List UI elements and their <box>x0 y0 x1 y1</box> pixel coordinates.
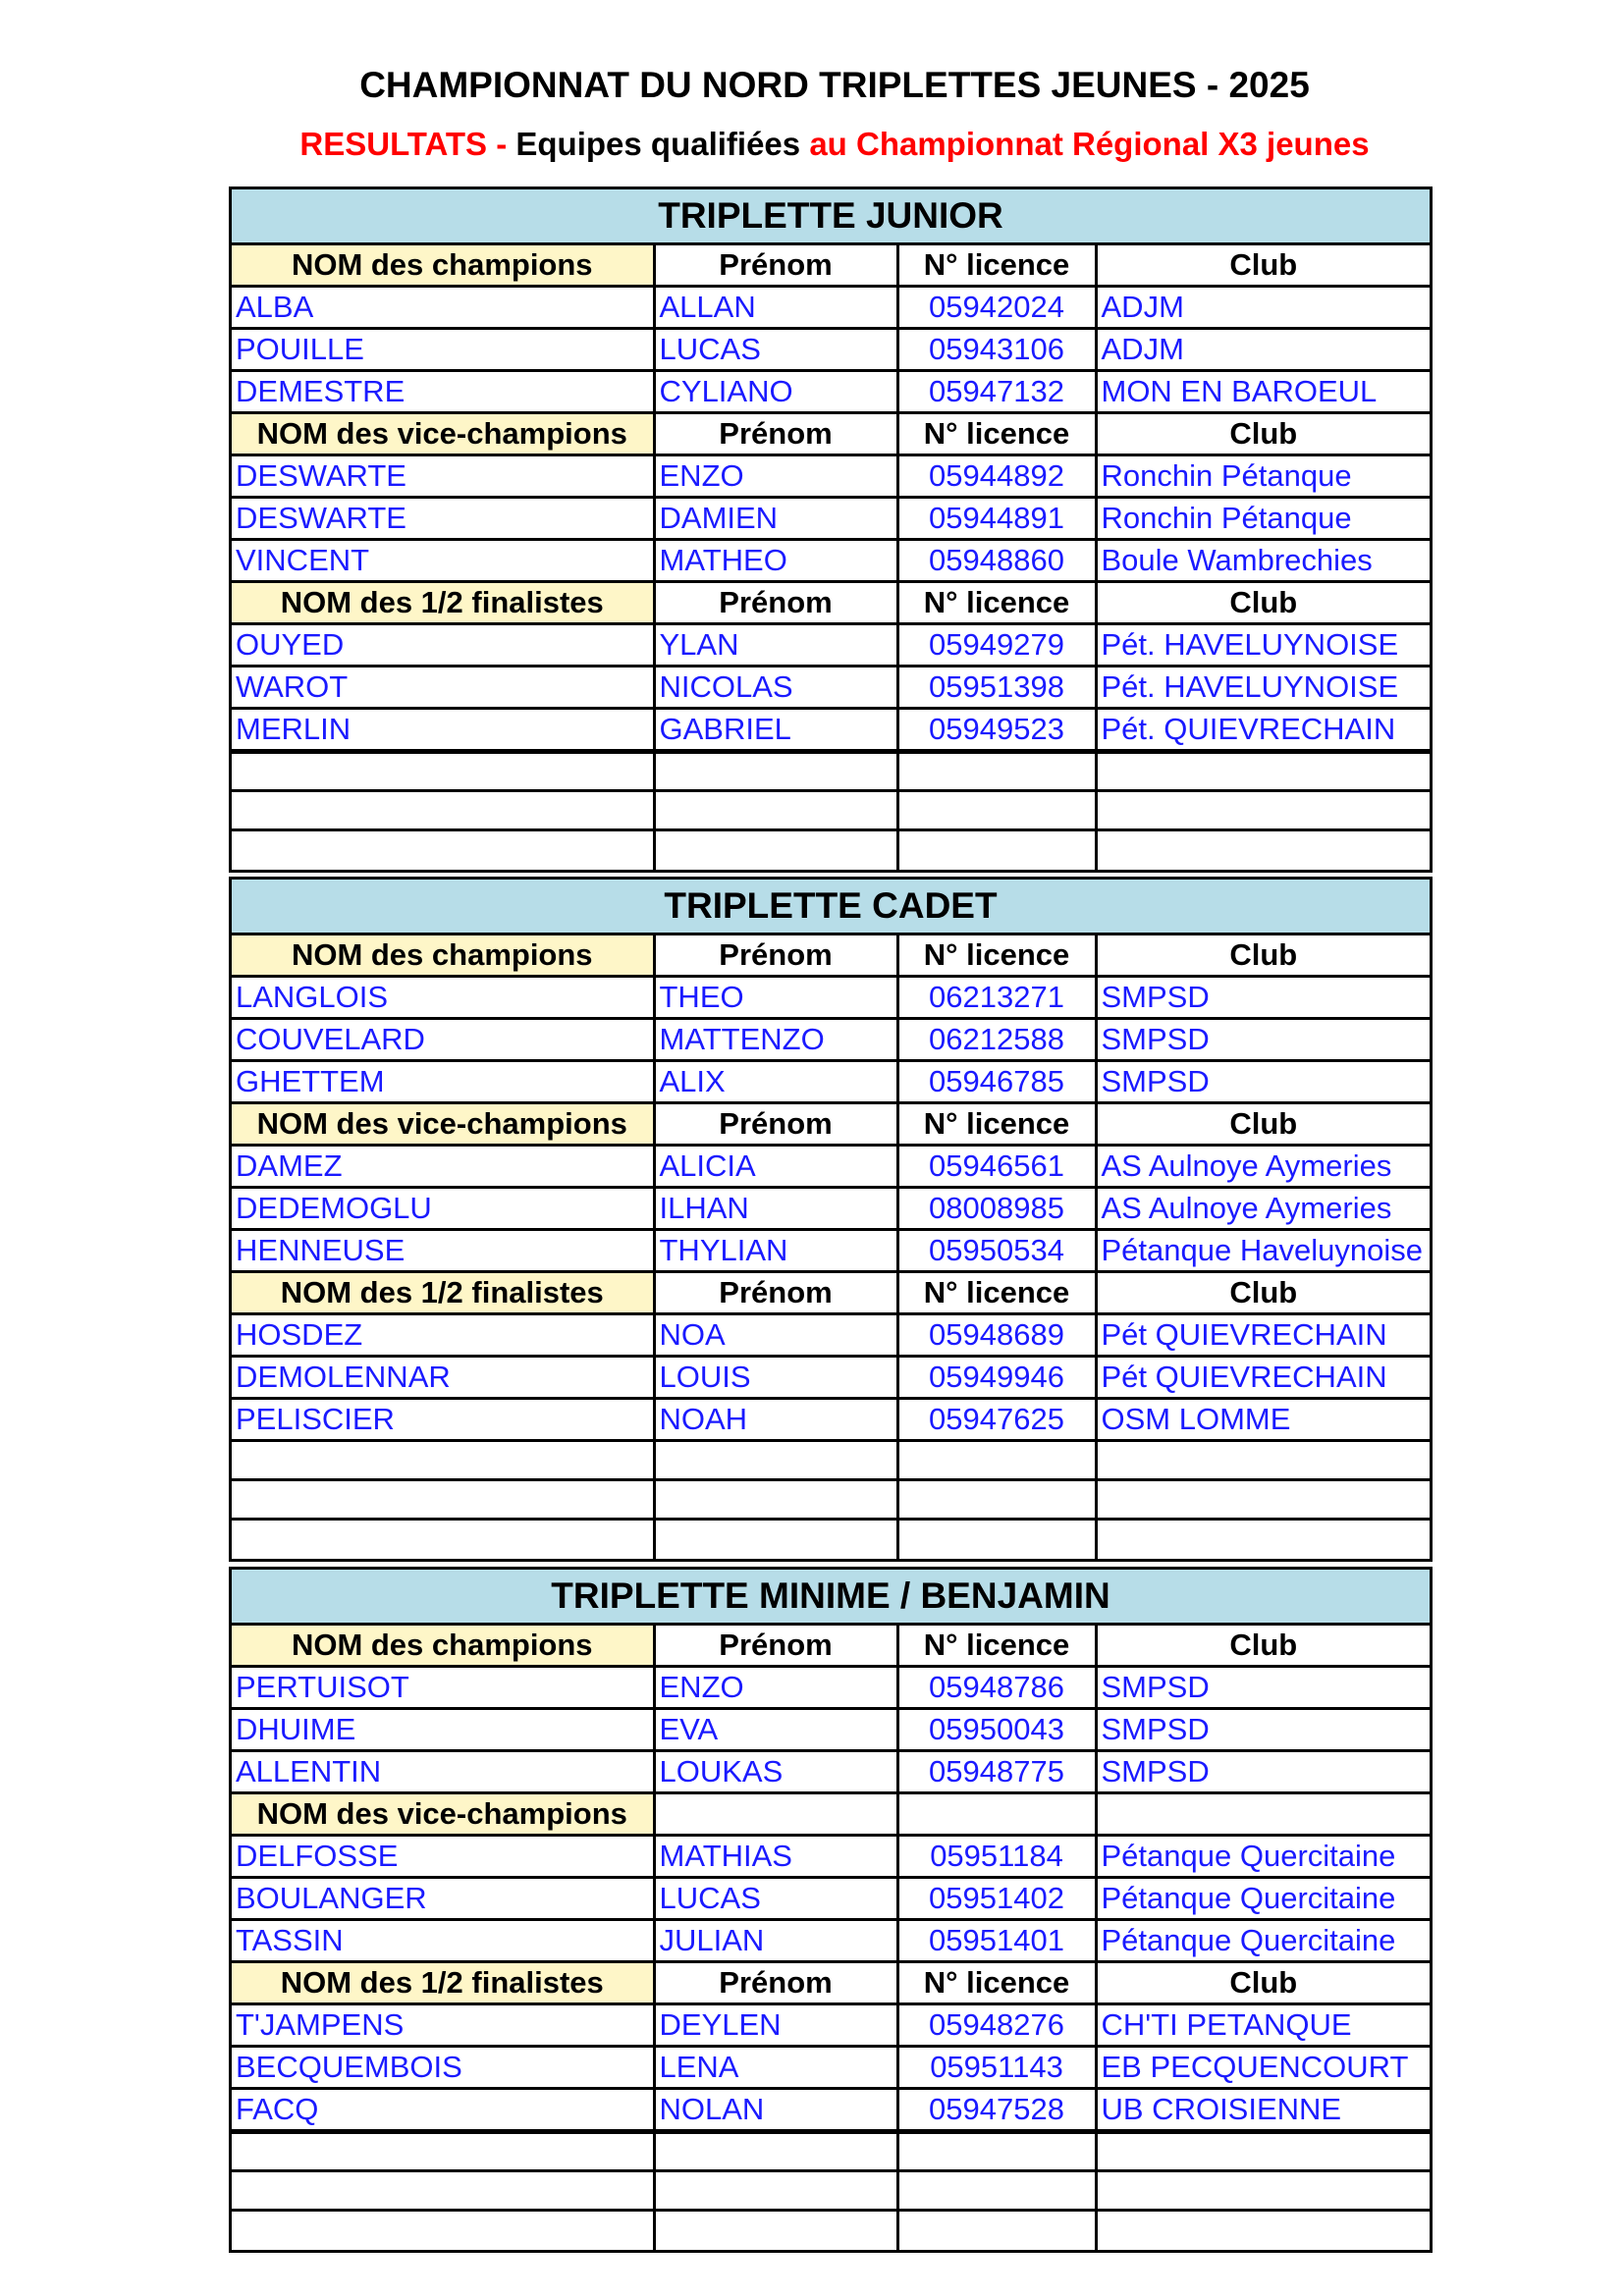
col-licence-empty <box>897 1793 1096 1836</box>
empty-cell <box>1096 830 1430 870</box>
cell-prenom: NOA <box>654 1314 897 1357</box>
cell-nom: GHETTEM <box>232 1061 654 1103</box>
header-row-vice <box>232 413 1430 455</box>
col-licence: N° licence <box>897 1962 1096 2004</box>
table-row <box>232 977 1430 1019</box>
empty-cell <box>1096 1520 1430 1559</box>
cell-club: SMPSD <box>1096 977 1430 1019</box>
table-row <box>232 1314 1430 1357</box>
label-semi-finalists: NOM des 1/2 finalistes <box>232 582 654 624</box>
col-prenom: Prénom <box>654 413 897 455</box>
subtitle-equipes: Equipes qualifiées <box>515 126 810 162</box>
empty-cell <box>897 2171 1096 2211</box>
header-row-vice <box>232 1793 1430 1836</box>
cell-club: AS Aulnoye Aymeries <box>1096 1188 1430 1230</box>
table-row <box>232 2004 1430 2047</box>
cell-prenom: MATHEO <box>654 540 897 582</box>
results-table <box>232 935 1430 1559</box>
header-row-semi <box>232 582 1430 624</box>
cell-nom: PELISCIER <box>232 1399 654 1441</box>
section-cadet <box>229 877 1433 1562</box>
cell-club: SMPSD <box>1096 1751 1430 1793</box>
cell-nom: BOULANGER <box>232 1878 654 1920</box>
results-table <box>232 1626 1430 2250</box>
cell-club: Pét. HAVELUYNOISE <box>1096 624 1430 667</box>
cell-nom: PERTUISOT <box>232 1667 654 1709</box>
cell-club: SMPSD <box>1096 1061 1430 1103</box>
cell-prenom: NOAH <box>654 1399 897 1441</box>
cell-nom: DESWARTE <box>232 455 654 498</box>
cell-prenom: ILHAN <box>654 1188 897 1230</box>
cell-prenom: GABRIEL <box>654 709 897 752</box>
empty-cell <box>232 1520 654 1559</box>
cell-club: EB PECQUENCOURT <box>1096 2047 1430 2089</box>
empty-cell <box>232 2132 654 2171</box>
table-row <box>232 287 1430 329</box>
cell-nom: ALLENTIN <box>232 1751 654 1793</box>
col-licence: N° licence <box>897 1272 1096 1314</box>
cell-prenom: THEO <box>654 977 897 1019</box>
col-prenom: Prénom <box>654 1626 897 1667</box>
section-title: TRIPLETTE CADET <box>232 880 1430 935</box>
empty-cell <box>232 2171 654 2211</box>
cell-nom: HENNEUSE <box>232 1230 654 1272</box>
empty-cell <box>232 1441 654 1480</box>
label-semi-finalists: NOM des 1/2 finalistes <box>232 1272 654 1314</box>
empty-cell <box>654 830 897 870</box>
empty-cell <box>1096 2211 1430 2250</box>
col-licence: N° licence <box>897 582 1096 624</box>
header-row-champions <box>232 245 1430 287</box>
label-semi-finalists: NOM des 1/2 finalistes <box>232 1962 654 2004</box>
cell-nom: T'JAMPENS <box>232 2004 654 2047</box>
empty-row <box>232 1520 1430 1559</box>
header-row-semi <box>232 1962 1430 2004</box>
empty-cell <box>654 1520 897 1559</box>
header-row-champions <box>232 935 1430 977</box>
cell-prenom: MATTENZO <box>654 1019 897 1061</box>
cell-nom: DHUIME <box>232 1709 654 1751</box>
cell-club: MON EN BAROEUL <box>1096 371 1430 413</box>
empty-cell <box>232 830 654 870</box>
cell-licence: 05948786 <box>897 1667 1096 1709</box>
col-club: Club <box>1096 1103 1430 1146</box>
cell-club: Pét. QUIEVRECHAIN <box>1096 709 1430 752</box>
empty-cell <box>654 2132 897 2171</box>
cell-prenom: LOUKAS <box>654 1751 897 1793</box>
empty-row <box>232 1480 1430 1520</box>
empty-cell <box>232 2211 654 2250</box>
empty-cell <box>654 2211 897 2250</box>
cell-nom: ALBA <box>232 287 654 329</box>
cell-licence: 08008985 <box>897 1188 1096 1230</box>
cell-nom: DESWARTE <box>232 498 654 540</box>
table-row <box>232 709 1430 752</box>
cell-licence: 05944891 <box>897 498 1096 540</box>
cell-licence: 05943106 <box>897 329 1096 371</box>
col-prenom: Prénom <box>654 1103 897 1146</box>
results-table <box>232 245 1430 870</box>
empty-cell <box>897 1441 1096 1480</box>
cell-licence: 05951143 <box>897 2047 1096 2089</box>
section-title: TRIPLETTE MINIME / BENJAMIN <box>232 1570 1430 1626</box>
cell-licence: 05948689 <box>897 1314 1096 1357</box>
cell-licence: 05949946 <box>897 1357 1096 1399</box>
col-prenom: Prénom <box>654 935 897 977</box>
subtitle-championnat: au Championnat Régional X3 jeunes <box>809 126 1370 162</box>
col-prenom: Prénom <box>654 582 897 624</box>
cell-prenom: LUCAS <box>654 329 897 371</box>
cell-licence: 05947625 <box>897 1399 1096 1441</box>
col-prenom: Prénom <box>654 245 897 287</box>
empty-row <box>232 2132 1430 2171</box>
table-row <box>232 1709 1430 1751</box>
table-row <box>232 371 1430 413</box>
cell-licence: 06213271 <box>897 977 1096 1019</box>
cell-nom: VINCENT <box>232 540 654 582</box>
cell-prenom: DEYLEN <box>654 2004 897 2047</box>
table-row <box>232 624 1430 667</box>
label-vice-champions: NOM des vice-champions <box>232 1103 654 1146</box>
col-club: Club <box>1096 582 1430 624</box>
section-junior <box>229 187 1433 873</box>
cell-club: Pétanque Quercitaine <box>1096 1878 1430 1920</box>
cell-prenom: MATHIAS <box>654 1836 897 1878</box>
col-club: Club <box>1096 935 1430 977</box>
empty-cell <box>654 791 897 830</box>
cell-nom: OUYED <box>232 624 654 667</box>
label-champions: NOM des champions <box>232 935 654 977</box>
cell-licence: 05946785 <box>897 1061 1096 1103</box>
cell-prenom: CYLIANO <box>654 371 897 413</box>
cell-club: Pétanque Haveluynoise <box>1096 1230 1430 1272</box>
table-row <box>232 455 1430 498</box>
empty-cell <box>232 1480 654 1520</box>
cell-licence: 06212588 <box>897 1019 1096 1061</box>
cell-licence: 05951402 <box>897 1878 1096 1920</box>
cell-nom: DEMOLENNAR <box>232 1357 654 1399</box>
empty-cell <box>232 791 654 830</box>
cell-club: ADJM <box>1096 287 1430 329</box>
empty-row <box>232 791 1430 830</box>
table-row <box>232 1667 1430 1709</box>
cell-club: OSM LOMME <box>1096 1399 1430 1441</box>
empty-cell <box>897 791 1096 830</box>
cell-licence: 05949279 <box>897 624 1096 667</box>
col-club: Club <box>1096 245 1430 287</box>
cell-prenom: NOLAN <box>654 2089 897 2132</box>
cell-club: Boule Wambrechies <box>1096 540 1430 582</box>
col-prenom: Prénom <box>654 1962 897 2004</box>
cell-nom: DEDEMOGLU <box>232 1188 654 1230</box>
cell-prenom: NICOLAS <box>654 667 897 709</box>
cell-nom: DAMEZ <box>232 1146 654 1188</box>
cell-prenom: ENZO <box>654 455 897 498</box>
label-champions: NOM des champions <box>232 245 654 287</box>
table-row <box>232 1920 1430 1962</box>
subtitle-resultats: RESULTATS - <box>299 126 516 162</box>
empty-cell <box>654 752 897 791</box>
cell-nom: LANGLOIS <box>232 977 654 1019</box>
header-row-vice <box>232 1103 1430 1146</box>
empty-row <box>232 830 1430 870</box>
empty-cell <box>1096 1480 1430 1520</box>
cell-licence: 05947132 <box>897 371 1096 413</box>
label-champions: NOM des champions <box>232 1626 654 1667</box>
col-licence: N° licence <box>897 1626 1096 1667</box>
cell-nom: BECQUEMBOIS <box>232 2047 654 2089</box>
table-row <box>232 1836 1430 1878</box>
cell-club: SMPSD <box>1096 1709 1430 1751</box>
col-club: Club <box>1096 1626 1430 1667</box>
table-row <box>232 498 1430 540</box>
cell-licence: 05942024 <box>897 287 1096 329</box>
empty-cell <box>654 2171 897 2211</box>
empty-cell <box>897 2211 1096 2250</box>
cell-nom: POUILLE <box>232 329 654 371</box>
col-club: Club <box>1096 413 1430 455</box>
cell-prenom: ENZO <box>654 1667 897 1709</box>
cell-prenom: DAMIEN <box>654 498 897 540</box>
empty-cell <box>897 2132 1096 2171</box>
cell-prenom: ALICIA <box>654 1146 897 1188</box>
col-licence: N° licence <box>897 245 1096 287</box>
table-row <box>232 1061 1430 1103</box>
empty-row <box>232 2211 1430 2250</box>
cell-licence: 05951398 <box>897 667 1096 709</box>
empty-cell <box>1096 2171 1430 2211</box>
empty-cell <box>897 1520 1096 1559</box>
section-minime-benjamin <box>229 1567 1433 2253</box>
table-row <box>232 667 1430 709</box>
cell-prenom: EVA <box>654 1709 897 1751</box>
cell-prenom: LUCAS <box>654 1878 897 1920</box>
cell-club: ADJM <box>1096 329 1430 371</box>
empty-cell <box>1096 791 1430 830</box>
table-row <box>232 2089 1430 2132</box>
empty-cell <box>897 1480 1096 1520</box>
document-title: CHAMPIONNAT DU NORD TRIPLETTES JEUNES - 2025 <box>359 65 1310 105</box>
cell-licence: 05950043 <box>897 1709 1096 1751</box>
cell-nom: FACQ <box>232 2089 654 2132</box>
cell-licence: 05948860 <box>897 540 1096 582</box>
cell-licence: 05951184 <box>897 1836 1096 1878</box>
table-row <box>232 1878 1430 1920</box>
empty-row <box>232 1441 1430 1480</box>
col-licence: N° licence <box>897 1103 1096 1146</box>
empty-cell <box>897 752 1096 791</box>
cell-nom: MERLIN <box>232 709 654 752</box>
cell-prenom: THYLIAN <box>654 1230 897 1272</box>
label-vice-champions: NOM des vice-champions <box>232 413 654 455</box>
cell-club: Pét. HAVELUYNOISE <box>1096 667 1430 709</box>
table-row <box>232 540 1430 582</box>
document-subtitle <box>0 126 1623 163</box>
empty-cell <box>1096 752 1430 791</box>
cell-licence: 05951401 <box>897 1920 1096 1962</box>
cell-licence: 05948276 <box>897 2004 1096 2047</box>
cell-licence: 05947528 <box>897 2089 1096 2132</box>
cell-nom: TASSIN <box>232 1920 654 1962</box>
table-row <box>232 1357 1430 1399</box>
table-row <box>232 1399 1430 1441</box>
col-club: Club <box>1096 1272 1430 1314</box>
header-row-champions <box>232 1626 1430 1667</box>
empty-cell <box>897 830 1096 870</box>
cell-licence: 05948775 <box>897 1751 1096 1793</box>
table-row <box>232 1751 1430 1793</box>
col-club: Club <box>1096 1962 1430 2004</box>
col-licence: N° licence <box>897 935 1096 977</box>
cell-club: Pétanque Quercitaine <box>1096 1836 1430 1878</box>
empty-row <box>232 2171 1430 2211</box>
cell-licence: 05944892 <box>897 455 1096 498</box>
cell-club: SMPSD <box>1096 1667 1430 1709</box>
col-club-empty <box>1096 1793 1430 1836</box>
empty-cell <box>654 1441 897 1480</box>
cell-prenom: LENA <box>654 2047 897 2089</box>
cell-nom: COUVELARD <box>232 1019 654 1061</box>
col-prenom: Prénom <box>654 1272 897 1314</box>
table-row <box>232 329 1430 371</box>
table-row <box>232 1188 1430 1230</box>
col-prenom-empty <box>654 1793 897 1836</box>
cell-club: AS Aulnoye Aymeries <box>1096 1146 1430 1188</box>
empty-cell <box>232 752 654 791</box>
cell-prenom: LOUIS <box>654 1357 897 1399</box>
cell-club: CH'TI PETANQUE <box>1096 2004 1430 2047</box>
cell-club: Pét QUIEVRECHAIN <box>1096 1357 1430 1399</box>
section-title: TRIPLETTE JUNIOR <box>232 189 1430 245</box>
cell-prenom: JULIAN <box>654 1920 897 1962</box>
cell-nom: DEMESTRE <box>232 371 654 413</box>
empty-cell <box>1096 1441 1430 1480</box>
table-row <box>232 1230 1430 1272</box>
cell-club: Ronchin Pétanque <box>1096 455 1430 498</box>
cell-club: Ronchin Pétanque <box>1096 498 1430 540</box>
table-row <box>232 1019 1430 1061</box>
cell-club: UB CROISIENNE <box>1096 2089 1430 2132</box>
empty-cell <box>1096 2132 1430 2171</box>
cell-prenom: ALLAN <box>654 287 897 329</box>
cell-club: SMPSD <box>1096 1019 1430 1061</box>
table-row <box>232 1146 1430 1188</box>
label-vice-champions: NOM des vice-champions <box>232 1793 654 1836</box>
cell-club: Pét QUIEVRECHAIN <box>1096 1314 1430 1357</box>
empty-row <box>232 752 1430 791</box>
cell-nom: DELFOSSE <box>232 1836 654 1878</box>
cell-licence: 05950534 <box>897 1230 1096 1272</box>
cell-nom: HOSDEZ <box>232 1314 654 1357</box>
cell-licence: 05949523 <box>897 709 1096 752</box>
header-row-semi <box>232 1272 1430 1314</box>
cell-prenom: ALIX <box>654 1061 897 1103</box>
table-row <box>232 2047 1430 2089</box>
col-licence: N° licence <box>897 413 1096 455</box>
empty-cell <box>654 1480 897 1520</box>
cell-club: Pétanque Quercitaine <box>1096 1920 1430 1962</box>
cell-licence: 05946561 <box>897 1146 1096 1188</box>
cell-nom: WAROT <box>232 667 654 709</box>
cell-prenom: YLAN <box>654 624 897 667</box>
